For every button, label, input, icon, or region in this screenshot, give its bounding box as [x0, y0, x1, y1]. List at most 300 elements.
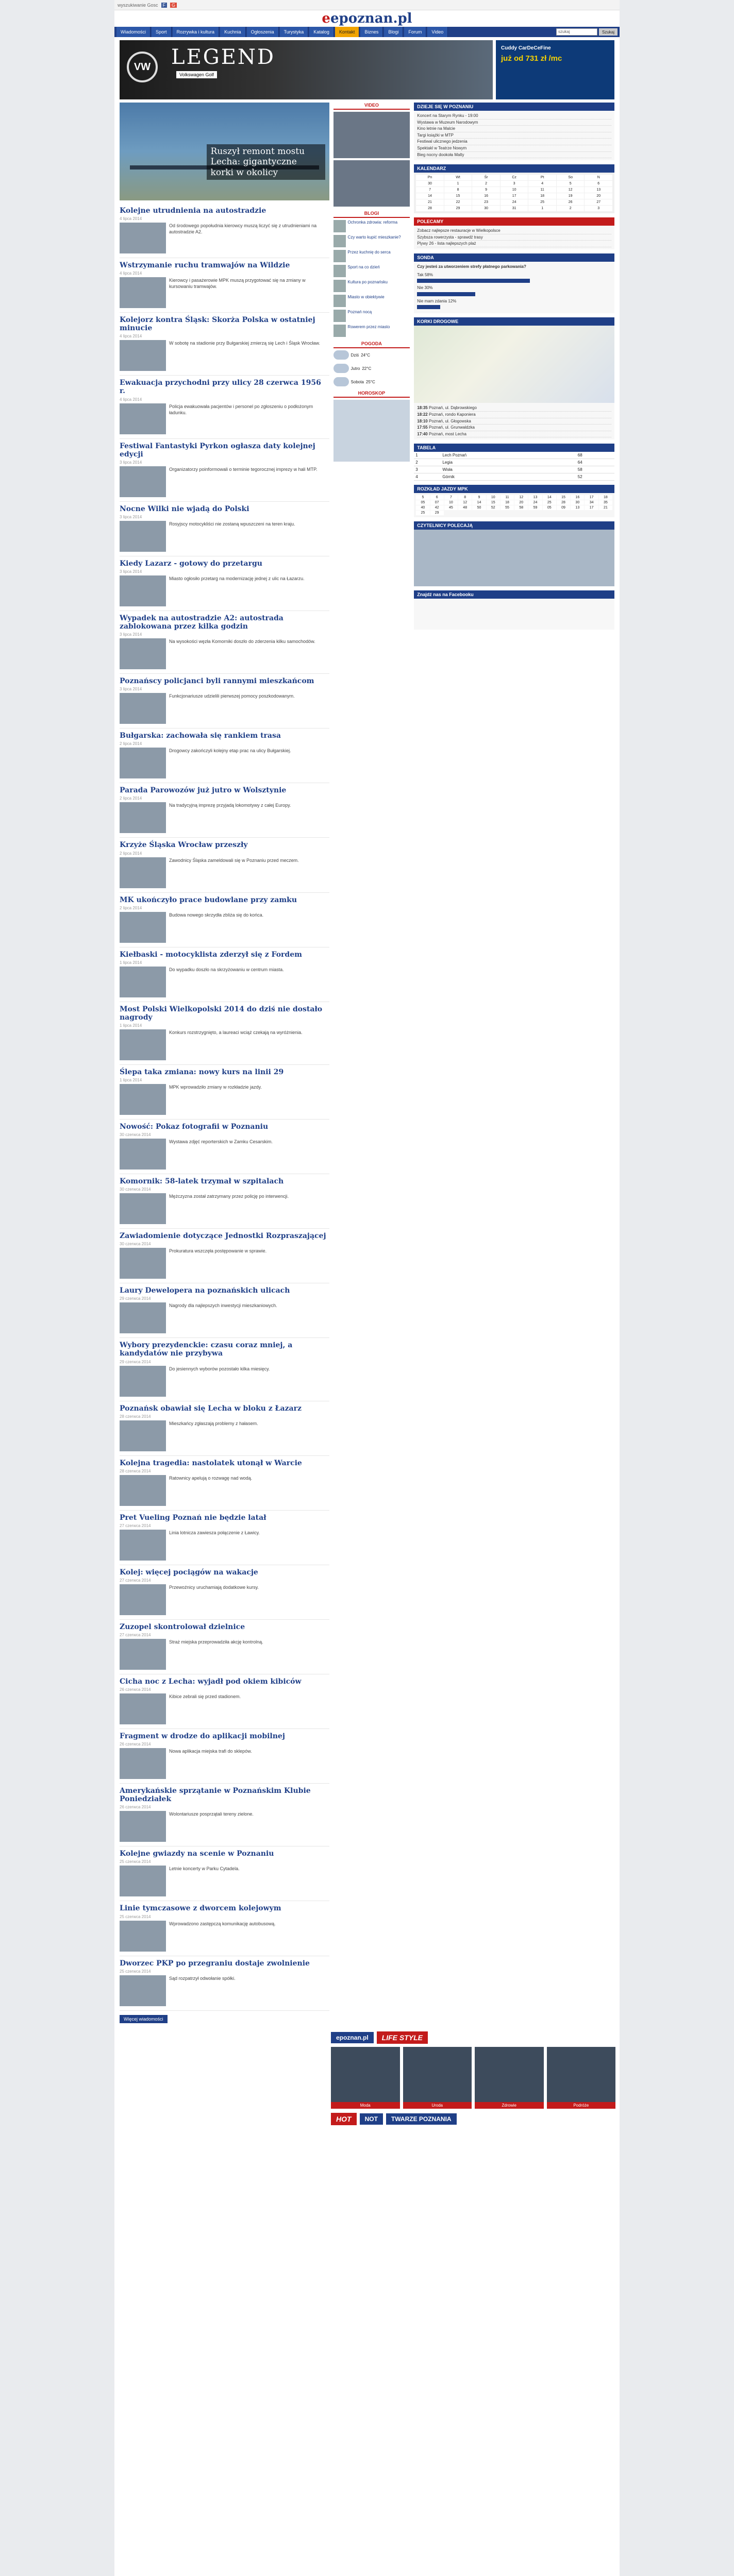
article-thumbnail[interactable] [120, 1639, 166, 1670]
timetable-cell[interactable]: 15 [487, 500, 500, 505]
article-headline[interactable]: Most Polski Wielkopolski 2014 do dziś nie dostało nagrody [120, 1005, 323, 1022]
nav-item[interactable]: Biznes [360, 27, 383, 37]
article-thumbnail[interactable] [120, 340, 166, 371]
article[interactable] [120, 1511, 329, 1565]
calendar-day[interactable]: 17 [501, 193, 528, 199]
calendar-day[interactable]: 21 [416, 199, 444, 205]
article-date: 25 czerwca 2014 [120, 1969, 151, 1974]
article[interactable] [120, 1174, 329, 1229]
timetable-cell[interactable]: 17 [585, 495, 598, 500]
nav-item[interactable]: Katalog [309, 27, 334, 37]
blog-item[interactable] [333, 310, 410, 322]
weather-day: Dziś [351, 352, 359, 358]
blogs-heading: BLOGI [333, 211, 410, 218]
article-headline[interactable]: Ślepa taka zmiana: nowy kurs na linii 29 [120, 1067, 284, 1076]
blog-item[interactable] [333, 250, 410, 262]
nav-item[interactable]: Sport [152, 27, 172, 37]
article-thumbnail[interactable] [120, 1366, 166, 1397]
article[interactable] [120, 439, 329, 502]
hero-caption[interactable]: Ruszył remont mostu Lecha: gigantyczne korki w okolicy [207, 144, 325, 180]
timetable-cell[interactable]: 11 [501, 495, 514, 500]
article-headline[interactable]: Kolejna tragedia: nastolatek utonął w Warcie [120, 1459, 302, 1467]
article-headline[interactable]: Festiwal Fantastyki Pyrkon ogłasza daty kolejnej edycji [120, 442, 315, 459]
ad-subtitle: Volkswagen Golf [176, 71, 217, 78]
calendar-day[interactable]: 12 [557, 187, 585, 193]
calendar-day[interactable]: 5 [557, 181, 585, 187]
timetable-cell[interactable]: 12 [514, 495, 528, 500]
article[interactable] [120, 313, 329, 376]
traffic-road: Poznań, ul. Dąbrowskiego [428, 405, 477, 411]
calendar-day[interactable]: 24 [501, 199, 528, 205]
blog-title[interactable]: Miasto w obiektywie [347, 295, 385, 299]
traffic-item[interactable] [417, 418, 611, 425]
timetable-cell[interactable]: 17 [585, 505, 598, 510]
timetable-cell[interactable]: 30 [571, 500, 584, 505]
article[interactable] [120, 1674, 329, 1729]
timetable-cell[interactable]: 28 [557, 500, 570, 505]
timetable-cell[interactable]: 25 [543, 500, 556, 505]
article-headline[interactable]: Linie tymczasowe z dworcem kolejowym [120, 1904, 281, 1913]
article-thumbnail[interactable] [120, 403, 166, 434]
traffic-time: 18:10 [417, 418, 428, 423]
facebook-icon[interactable]: F [161, 3, 168, 8]
article[interactable] [120, 728, 329, 783]
article[interactable] [120, 1120, 329, 1174]
article-lead: Nagrody dla najlepszych inwestycji mieszkaniowych. [169, 1303, 277, 1309]
article[interactable] [120, 674, 329, 728]
calendar-day[interactable]: 3 [585, 206, 612, 211]
article[interactable] [120, 838, 329, 892]
calendar-day[interactable]: 31 [501, 206, 528, 211]
article-thumbnail[interactable] [120, 1139, 166, 1170]
article-headline[interactable]: Zawiadomienie dotyczące Jednostki Rozpraszającej [120, 1232, 326, 1241]
article-thumbnail[interactable] [120, 1975, 166, 2006]
blog-item[interactable] [333, 280, 410, 292]
horoscope-image[interactable] [333, 400, 410, 462]
article[interactable] [120, 502, 329, 556]
article-thumbnail[interactable] [120, 223, 166, 253]
timetable-cell[interactable]: 8 [458, 495, 472, 500]
timetable-cell[interactable]: 05 [416, 500, 429, 505]
event-item[interactable]: Bieg nocny dookoła Malty [417, 152, 611, 159]
article-list [120, 204, 329, 2011]
cloud-icon [333, 350, 349, 360]
blog-title[interactable]: Rowerem przez miasto [347, 325, 390, 329]
lifestyle-card[interactable] [475, 2047, 544, 2109]
search-input[interactable]: szukaj [556, 28, 597, 36]
timetable-cell[interactable]: 09 [557, 505, 570, 510]
lifestyle-logo[interactable]: epoznan.pl [331, 2032, 374, 2043]
article[interactable] [120, 611, 329, 674]
timetable-cell[interactable]: 16 [571, 495, 584, 500]
timetable-cell[interactable]: 07 [430, 500, 444, 505]
article-thumbnail[interactable] [120, 1584, 166, 1615]
timetable-cell[interactable]: 52 [487, 505, 500, 510]
article-headline[interactable]: Kiedy Lazarz - gotowy do przetargu [120, 559, 262, 568]
calendar-day[interactable]: 25 [528, 199, 556, 205]
traffic-item[interactable] [417, 405, 611, 412]
blog-avatar [333, 265, 346, 277]
article-headline[interactable]: Dworzec PKP po przegraniu dostaje zwolnienie [120, 1959, 310, 1968]
article[interactable] [120, 893, 329, 947]
calendar-day[interactable]: 15 [444, 193, 472, 199]
timetable-cell[interactable]: 10 [444, 500, 458, 505]
calendar-day[interactable]: Pt [528, 175, 556, 180]
article-lead: Od środowego popołudnia kierowcy muszą liczyć się z utrudnieniami na autostradzie A2. [169, 223, 317, 235]
article[interactable] [120, 204, 329, 258]
article-thumbnail[interactable] [120, 466, 166, 497]
timetable-cell[interactable]: 14 [472, 500, 486, 505]
lifestyle-card[interactable] [403, 2047, 472, 2109]
blog-item[interactable] [333, 265, 410, 277]
blog-title[interactable]: Przez kuchnię do serca [347, 250, 391, 255]
blog-title[interactable]: Czy warto kupić mieszkanie? [347, 235, 401, 240]
timetable-cell[interactable]: 29 [430, 511, 444, 515]
poll-bar [417, 279, 529, 283]
article-date: 1 lipca 2014 [120, 960, 142, 965]
timetable-cell[interactable]: 24 [528, 500, 542, 505]
calendar-day[interactable]: Cz [501, 175, 528, 180]
article-thumbnail[interactable] [120, 638, 166, 669]
article-headline[interactable]: Wybory prezydenckie: czasu coraz mniej, a kandydatów nie przybywa [120, 1341, 293, 1358]
calendar-day[interactable]: 8 [444, 187, 472, 193]
timetable-cell[interactable]: 15 [557, 495, 570, 500]
hero-image[interactable] [120, 103, 329, 200]
timetable-cell[interactable]: 18 [599, 495, 612, 500]
traffic-item[interactable] [417, 431, 611, 438]
article-headline[interactable]: Zuzopel skontrolował dzielnice [120, 1622, 245, 1631]
calendar-day[interactable]: 2 [472, 181, 500, 187]
event-item[interactable]: Wystawa w Muzeum Narodowym [417, 120, 611, 126]
calendar-day[interactable]: 7 [416, 187, 444, 193]
calendar-day[interactable]: 1 [528, 206, 556, 211]
article-thumbnail[interactable] [120, 1866, 166, 1896]
readers-image[interactable] [414, 530, 614, 586]
poll-option[interactable] [417, 298, 611, 310]
timetable-cell[interactable]: 55 [501, 505, 514, 510]
article-lead: Prokuratura wszczęła postępowanie w sprawie. [169, 1248, 267, 1254]
article-body [120, 693, 329, 724]
article-headline[interactable]: Krzyże Śląska Wrocław przeszły [120, 841, 248, 850]
timetable-cell[interactable]: 25 [416, 511, 429, 515]
timetable-heading: ROZKŁAD JAZDY MPK [414, 485, 614, 493]
timetable-cell[interactable]: 6 [430, 495, 444, 500]
calendar-day[interactable]: 22 [444, 199, 472, 205]
article-thumbnail[interactable] [120, 1084, 166, 1115]
article[interactable] [120, 556, 329, 611]
article-lead: Ratownicy apelują o rozwagę nad wodą. [169, 1475, 253, 1481]
nav-item[interactable]: Turystyka [280, 27, 309, 37]
logo-text: epoznan.pl [330, 11, 412, 26]
traffic-item[interactable] [417, 425, 611, 431]
article-headline[interactable]: Poznańsk obawiał się Lecha w bloku z Łazarz [120, 1404, 302, 1413]
nav-item[interactable]: Video [427, 27, 448, 37]
article-thumbnail[interactable] [120, 967, 166, 997]
timetable-cell[interactable]: 21 [599, 505, 612, 510]
article[interactable] [120, 1456, 329, 1511]
timetable-cell[interactable]: 13 [571, 505, 584, 510]
calendar-day[interactable]: 10 [501, 187, 528, 193]
article-thumbnail[interactable] [120, 1029, 166, 1060]
calendar-day[interactable]: 6 [585, 181, 612, 187]
article-body [120, 1366, 329, 1397]
article-lead: Mieszkańcy zgłaszają problemy z hałasem. [169, 1420, 258, 1426]
article-headline[interactable]: Kolej: więcej pociągów na wakacje [120, 1568, 258, 1577]
article[interactable] [120, 1729, 329, 1784]
article-thumbnail[interactable] [120, 1475, 166, 1506]
article-headline[interactable]: Nocne Wilki nie wjadą do Polski [120, 504, 249, 513]
blog-title[interactable]: Ochronka zdrowia: reforma [347, 220, 398, 225]
timetable-cell[interactable]: 45 [444, 505, 458, 510]
poll-bar [417, 292, 475, 296]
timetable-cell[interactable]: 59 [528, 505, 542, 510]
promo-item[interactable]: Szybsza rowerzysta - sprawdź trasy [417, 234, 611, 241]
lifestyle-card[interactable] [331, 2047, 400, 2109]
calendar-day[interactable]: 29 [444, 206, 472, 211]
calendar-day[interactable]: 20 [585, 193, 612, 199]
calendar-day[interactable]: 18 [528, 193, 556, 199]
lifestyle-card[interactable] [547, 2047, 616, 2109]
article-headline[interactable]: Nowość: Pokaz fotografii w Poznaniu [120, 1122, 269, 1131]
calendar-day[interactable]: 13 [585, 187, 612, 193]
not-label: NOT [360, 2113, 383, 2125]
article[interactable] [120, 1565, 329, 1620]
article-date: 2 lipca 2014 [120, 741, 142, 747]
calendar-day[interactable]: 9 [472, 187, 500, 193]
video-thumbnail[interactable] [333, 160, 410, 207]
blog-title[interactable]: Kultura po poznańsku [347, 280, 388, 284]
article-headline[interactable]: Cicha noc z Lecha: wyjadł pod okiem kibiców [120, 1677, 302, 1686]
search-button[interactable]: Szukaj [599, 28, 618, 36]
timetable-cell[interactable]: 5 [416, 495, 429, 500]
article-headline[interactable]: Kolejne gwiazdy na scenie w Poznaniu [120, 1850, 274, 1858]
weather-day: Sobota [351, 379, 364, 384]
article-thumbnail[interactable] [120, 802, 166, 833]
timetable-cell[interactable]: 9 [472, 495, 486, 500]
nav-item[interactable]: Blogi [384, 27, 403, 37]
article[interactable] [120, 947, 329, 1002]
site-logo[interactable]: eepoznan.pl [322, 11, 412, 26]
article-lead: Nowa aplikacja miejska trafi do sklepów. [169, 1749, 252, 1754]
article-headline[interactable]: Poznańscy policjanci byli rannymi mieszkańcom [120, 677, 314, 686]
blog-avatar [333, 280, 346, 292]
article[interactable] [120, 1002, 329, 1065]
article-lead: Rosyjscy motocykliści nie zostaną wpuszczeni na teren kraju. [169, 521, 295, 527]
blog-item[interactable] [333, 235, 410, 247]
poll-option[interactable] [417, 285, 611, 296]
timetable-cell[interactable]: 7 [444, 495, 458, 500]
nav-item[interactable]: Ogłoszenia [247, 27, 279, 37]
article-lead: Kierowcy i pasażerowie MPK muszą przygotować się na zmiany w kursowaniu tramwajów. [169, 278, 306, 290]
article-thumbnail[interactable] [120, 1302, 166, 1333]
calendar-day[interactable]: 19 [557, 193, 585, 199]
calendar-day[interactable]: 1 [444, 181, 472, 187]
article-thumbnail[interactable] [120, 1193, 166, 1224]
article-thumbnail[interactable] [120, 1748, 166, 1779]
article[interactable] [120, 1283, 329, 1338]
calendar-day[interactable]: N [585, 175, 612, 180]
weather-temp: 24°C [361, 352, 370, 358]
article[interactable] [120, 1901, 329, 1956]
calendar-day[interactable]: 26 [557, 199, 585, 205]
article[interactable] [120, 1620, 329, 1674]
nav-item[interactable]: Kontakt [335, 27, 360, 37]
article-headline[interactable]: Fragment w drodze do aplikacji mobilnej [120, 1732, 285, 1741]
article[interactable] [120, 1065, 329, 1120]
article-headline[interactable]: Wypadek na autostradzie A2: autostrada zablokowana przez kilka godzin [120, 614, 283, 631]
table-cell: 64 [576, 459, 614, 466]
promo-item[interactable]: Zobacz najlepsze restauracje w Wielkopolsce [417, 228, 611, 234]
article-thumbnail[interactable] [120, 857, 166, 888]
article-thumbnail[interactable] [120, 277, 166, 308]
article-body [120, 912, 329, 943]
calendar-day[interactable]: 4 [528, 181, 556, 187]
timetable-cell[interactable]: 14 [543, 495, 556, 500]
article-headline[interactable]: MK ukończyło prace budowlane przy zamku [120, 895, 297, 904]
right-column [414, 103, 614, 2027]
timetable-cell[interactable]: 18 [501, 500, 514, 505]
traffic-item[interactable] [417, 412, 611, 418]
article-date: 27 czerwca 2014 [120, 1578, 151, 1583]
calendar-day[interactable]: 11 [528, 187, 556, 193]
promo-item[interactable]: Plywy 26 - lista najlepszych plaż [417, 241, 611, 247]
article-headline[interactable]: Amerykańskie sprzątanie w Poznańskim Klubie Poniedziałek [120, 1787, 311, 1804]
article-headline[interactable]: Komornik: 58-latek trzymał w szpitalach [120, 1177, 284, 1186]
poll-percent: 12% [448, 298, 457, 303]
calendar-day[interactable]: 30 [472, 206, 500, 211]
article-thumbnail[interactable] [120, 521, 166, 552]
nav-item[interactable]: Forum [404, 27, 426, 37]
article-thumbnail[interactable] [120, 575, 166, 606]
calendar-day[interactable]: 23 [472, 199, 500, 205]
blog-item[interactable] [333, 295, 410, 307]
poll-option[interactable] [417, 272, 611, 283]
article-headline[interactable]: Bułgarska: zachowała się rankiem trasa [120, 732, 281, 740]
article[interactable] [120, 258, 329, 313]
article[interactable] [120, 1846, 329, 1901]
article-thumbnail[interactable] [120, 1693, 166, 1724]
article-date: 26 czerwca 2014 [120, 1742, 151, 1747]
calendar-day[interactable]: Śr [472, 175, 500, 180]
more-news-button[interactable]: Więcej wiadomości [120, 2015, 168, 2023]
calendar-day[interactable]: 14 [416, 193, 444, 199]
timetable-cell[interactable]: 42 [430, 505, 444, 510]
lifestyle-section [331, 2031, 615, 2125]
article-thumbnail[interactable] [120, 1248, 166, 1279]
article-headline[interactable]: Parada Parowozów już jutro w Wolsztynie [120, 786, 287, 795]
timetable-cell[interactable]: 35 [599, 500, 612, 505]
blog-item[interactable] [333, 325, 410, 337]
article-thumbnail[interactable] [120, 912, 166, 943]
article[interactable] [120, 1784, 329, 1846]
nav-item[interactable]: Kuchnia [220, 27, 246, 37]
search-area [556, 27, 618, 37]
blog-title[interactable]: Poznań nocą [347, 310, 372, 314]
article-headline[interactable]: Laury Dewelopera na poznańskich ulicach [120, 1286, 290, 1295]
article-date: 25 czerwca 2014 [120, 1859, 151, 1865]
article-thumbnail[interactable] [120, 1921, 166, 1952]
article-lead: Do wypadku doszło na skrzyżowaniu w centrum miasta. [169, 967, 284, 972]
car-ad[interactable] [120, 40, 493, 99]
article-thumbnail[interactable] [120, 1811, 166, 1842]
traffic-road: Poznań, most Lecha [428, 431, 466, 436]
timetable-cell[interactable]: 58 [514, 505, 528, 510]
article-headline[interactable]: Wstrzymanie ruchu tramwajów na Wildzie [120, 261, 290, 270]
article[interactable] [120, 1338, 329, 1401]
poll-heading: SONDA [414, 253, 614, 262]
event-item[interactable]: Koncert na Starym Rynku - 19:00 [417, 113, 611, 120]
article-date: 1 lipca 2014 [120, 1023, 142, 1028]
nav-item[interactable]: Rozrywka i kultura [173, 27, 220, 37]
calendar-day[interactable]: 28 [416, 206, 444, 211]
traffic-map[interactable] [414, 326, 614, 403]
calendar-day[interactable]: 3 [501, 181, 528, 187]
video-thumbnail[interactable] [333, 112, 410, 158]
calendar-day[interactable]: 16 [472, 193, 500, 199]
article[interactable] [120, 1956, 329, 2011]
blogs-box [333, 211, 410, 337]
timetable-cell[interactable]: 12 [458, 500, 472, 505]
timetable-cell[interactable]: 20 [514, 500, 528, 505]
vw-logo: VW [127, 52, 158, 82]
article-headline[interactable]: Kiełbaski - motocyklista zderzył się z Fordem [120, 950, 302, 959]
blog-title[interactable]: Sport na co dzień [347, 265, 380, 269]
timetable-cell[interactable]: 48 [458, 505, 472, 510]
article-headline[interactable]: Ewakuacja przychodni przy ulicy 28 czerwca 1956 r. [120, 379, 321, 396]
article-body [120, 1475, 329, 1506]
calendar-day[interactable]: So [557, 175, 585, 180]
article[interactable] [120, 1401, 329, 1456]
article-headline[interactable]: Pret Vueling Poznań nie będzie latał [120, 1513, 266, 1522]
timetable-cell[interactable]: 34 [585, 500, 598, 505]
blog-item[interactable] [333, 220, 410, 232]
calendar-day[interactable]: Pn [416, 175, 444, 180]
timetable-cell[interactable]: 40 [416, 505, 429, 510]
timetable-cell[interactable]: 05 [543, 505, 556, 510]
article[interactable] [120, 1229, 329, 1283]
article-thumbnail[interactable] [120, 1530, 166, 1561]
timetable-cell[interactable]: 10 [487, 495, 500, 500]
calendar-day[interactable]: 27 [585, 199, 612, 205]
article-thumbnail[interactable] [120, 1420, 166, 1451]
calendar-day[interactable]: 30 [416, 181, 444, 187]
event-item[interactable]: Spektakl w Teatrze Nowym [417, 145, 611, 152]
ad-side-panel[interactable] [496, 40, 614, 99]
nav-item[interactable]: Wiadomości [116, 27, 151, 37]
article-thumbnail[interactable] [120, 693, 166, 724]
event-item[interactable]: Targi książki w MTP [417, 132, 611, 139]
horoscope-box [333, 391, 410, 462]
top-banner[interactable] [120, 40, 614, 99]
calendar-day[interactable]: Wt [444, 175, 472, 180]
article-headline[interactable]: Kolejne utrudnienia na autostradzie [120, 207, 266, 215]
article-date: 30 czerwca 2014 [120, 1132, 151, 1138]
article-body [120, 1139, 329, 1170]
event-item[interactable]: Kino letnie na Malcie [417, 126, 611, 132]
article-headline[interactable]: Kolejorz kontra Śląsk: Skorża Polska w ostatniej minucie [120, 316, 315, 333]
article[interactable] [120, 376, 329, 438]
article-thumbnail[interactable] [120, 748, 166, 778]
article-body [120, 223, 329, 253]
event-item[interactable]: Festiwal ulicznego jedzenia [417, 139, 611, 145]
article-lead: Zawodnicy Śląska zameldowali się w Poznaniu przed meczem. [169, 857, 299, 863]
table-row [414, 466, 614, 473]
google-icon[interactable]: G [170, 3, 177, 8]
calendar-day[interactable]: 2 [557, 206, 585, 211]
timetable-cell[interactable]: 13 [528, 495, 542, 500]
timetable-cell[interactable]: 50 [472, 505, 486, 510]
article[interactable] [120, 783, 329, 838]
